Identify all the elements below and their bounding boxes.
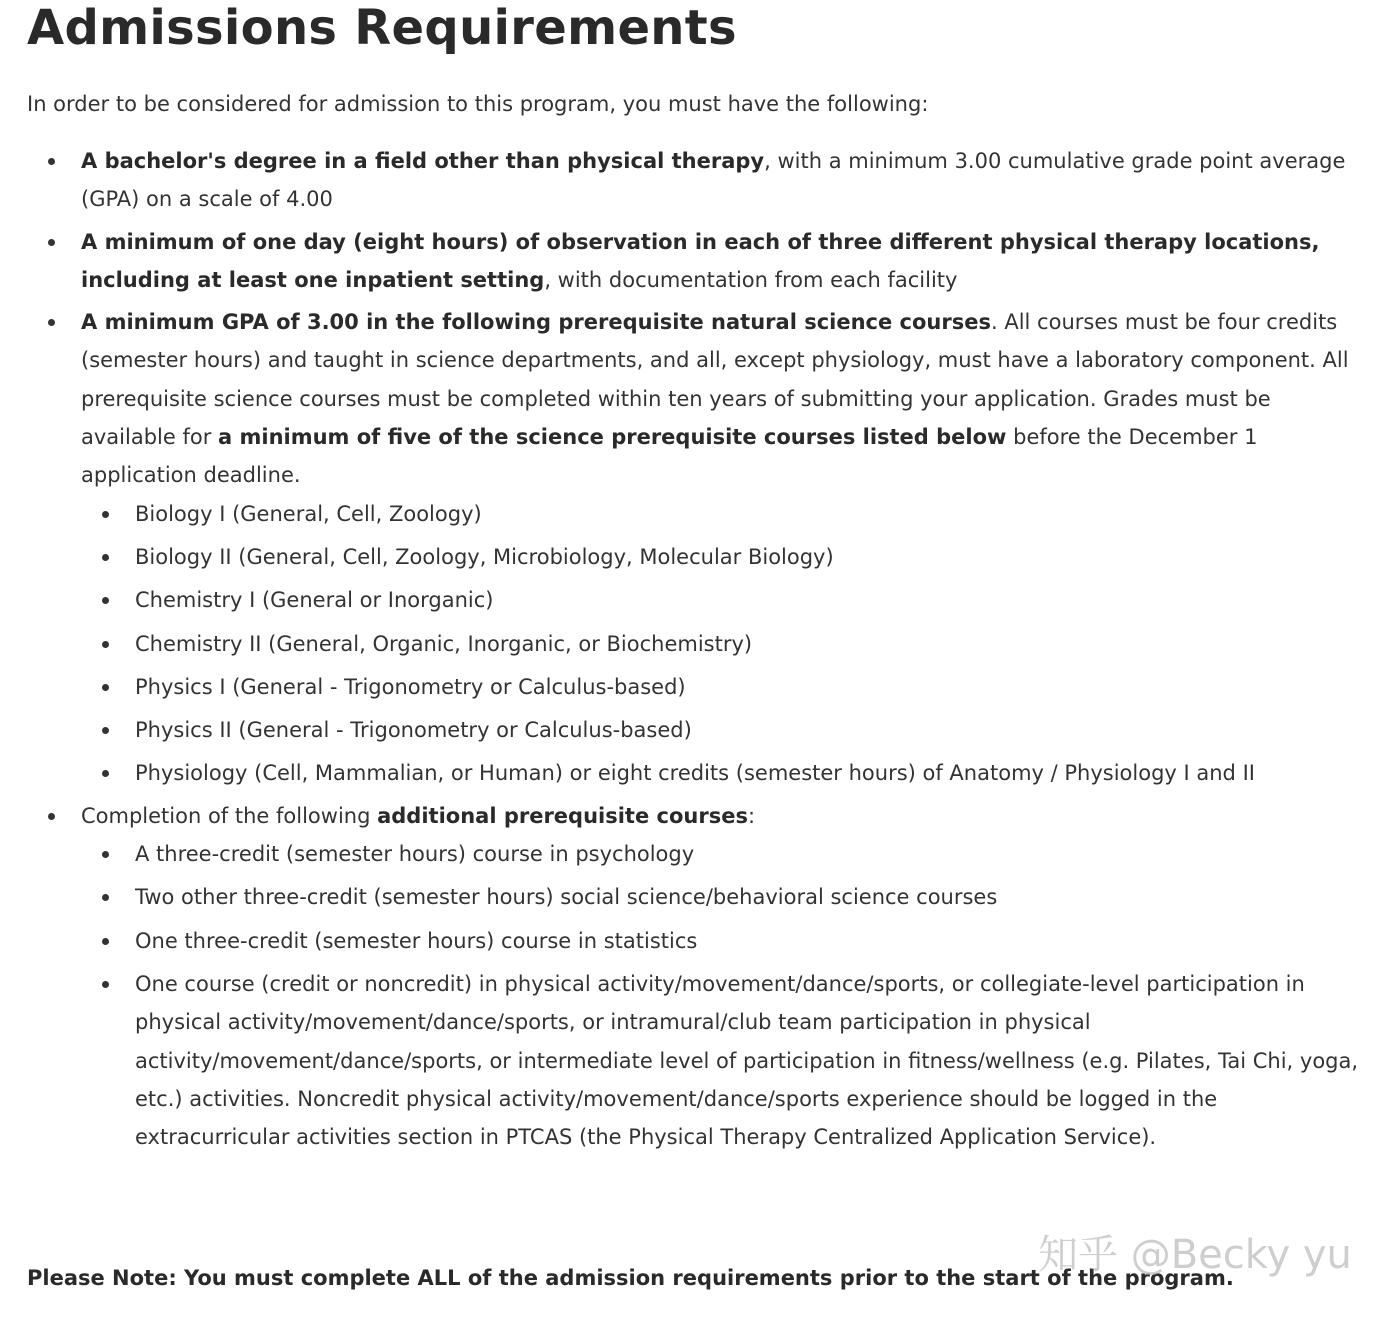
requirement-bachelors-degree	[27, 142, 1372, 219]
list-item: Two other three-credit (semester hours) social science/behavioral science courses	[81, 878, 1372, 916]
list-item: Biology I (General, Cell, Zoology)	[81, 495, 1372, 533]
list-item: Physiology (Cell, Mammalian, or Human) or eight credits (semester hours) of Anatomy / Physiology I and II	[81, 754, 1372, 792]
list-item: One course (credit or noncredit) in physical activity/movement/dance/sports, or collegiate-level participation in physical activity/movement/dance/sports, or intramural/club team participation in physical activity/movement/dance/sports, or intermediate level of participation in fitness/wellness (e.g. Pilates, Tai Chi, yoga, etc.) activities. Noncredit physical activity/movement/dance/sports experience should be logged in the extracurricular activities section in PTCAS (the Physical Therapy Centralized Application Service).	[81, 965, 1372, 1156]
list-item: Chemistry I (General or Inorganic)	[81, 581, 1372, 619]
list-item: Physics II (General - Trigonometry or Calculus-based)	[81, 711, 1372, 749]
requirement-bold: A bachelor's degree in a field other than physical therapy	[81, 149, 765, 173]
additional-courses-list	[81, 835, 1372, 1156]
please-note: Please Note: You must complete ALL of the admission requirements prior to the start of the program.	[27, 1266, 1234, 1290]
requirement-text: , with documentation from each facility	[544, 267, 958, 292]
requirement-text: :	[747, 803, 756, 828]
list-item: A three-credit (semester hours) course in psychology	[81, 835, 1372, 873]
requirement-observation	[27, 223, 1372, 300]
requirement-bold-secondary: a minimum of five of the science prerequisite courses listed below	[218, 425, 1007, 450]
science-courses-list	[81, 495, 1372, 793]
page-title: Admissions Requirements	[27, 0, 737, 56]
requirement-text-secondary: before the December 1 application deadline.	[81, 425, 1258, 488]
requirement-bold: additional prerequisite courses	[377, 803, 748, 828]
requirement-additional-courses	[27, 797, 1372, 1157]
requirement-text: . All courses must be four credits (semester hours) and taught in science departments, and all, except physiology, must have a laboratory component. All prerequisite science courses must be completed within ten years of submitting your application. Grades must be available for	[81, 310, 1349, 450]
watermark: 知乎 @Becky yu	[1038, 1232, 1352, 1278]
requirement-bold: A minimum of one day (eight hours) of observation in each of three different physical therapy locations, including at least one inpatient setting	[81, 229, 1320, 292]
list-item: Biology II (General, Cell, Zoology, Microbiology, Molecular Biology)	[81, 538, 1372, 576]
requirement-science-gpa	[27, 303, 1372, 793]
requirement-text-lead: Completion of the following	[81, 803, 378, 828]
requirements-list	[27, 142, 1372, 1156]
requirement-bold: A minimum GPA of 3.00 in the following prerequisite natural science courses	[81, 310, 991, 335]
list-item: One three-credit (semester hours) course in statistics	[81, 922, 1372, 960]
list-item: Physics I (General - Trigonometry or Calculus-based)	[81, 668, 1372, 706]
list-item: Chemistry II (General, Organic, Inorganic, or Biochemistry)	[81, 625, 1372, 663]
requirement-text: , with a minimum 3.00 cumulative grade point average (GPA) on a scale of 4.00	[81, 149, 1346, 212]
intro-text: In order to be considered for admission to this program, you must have the following:	[27, 92, 929, 116]
